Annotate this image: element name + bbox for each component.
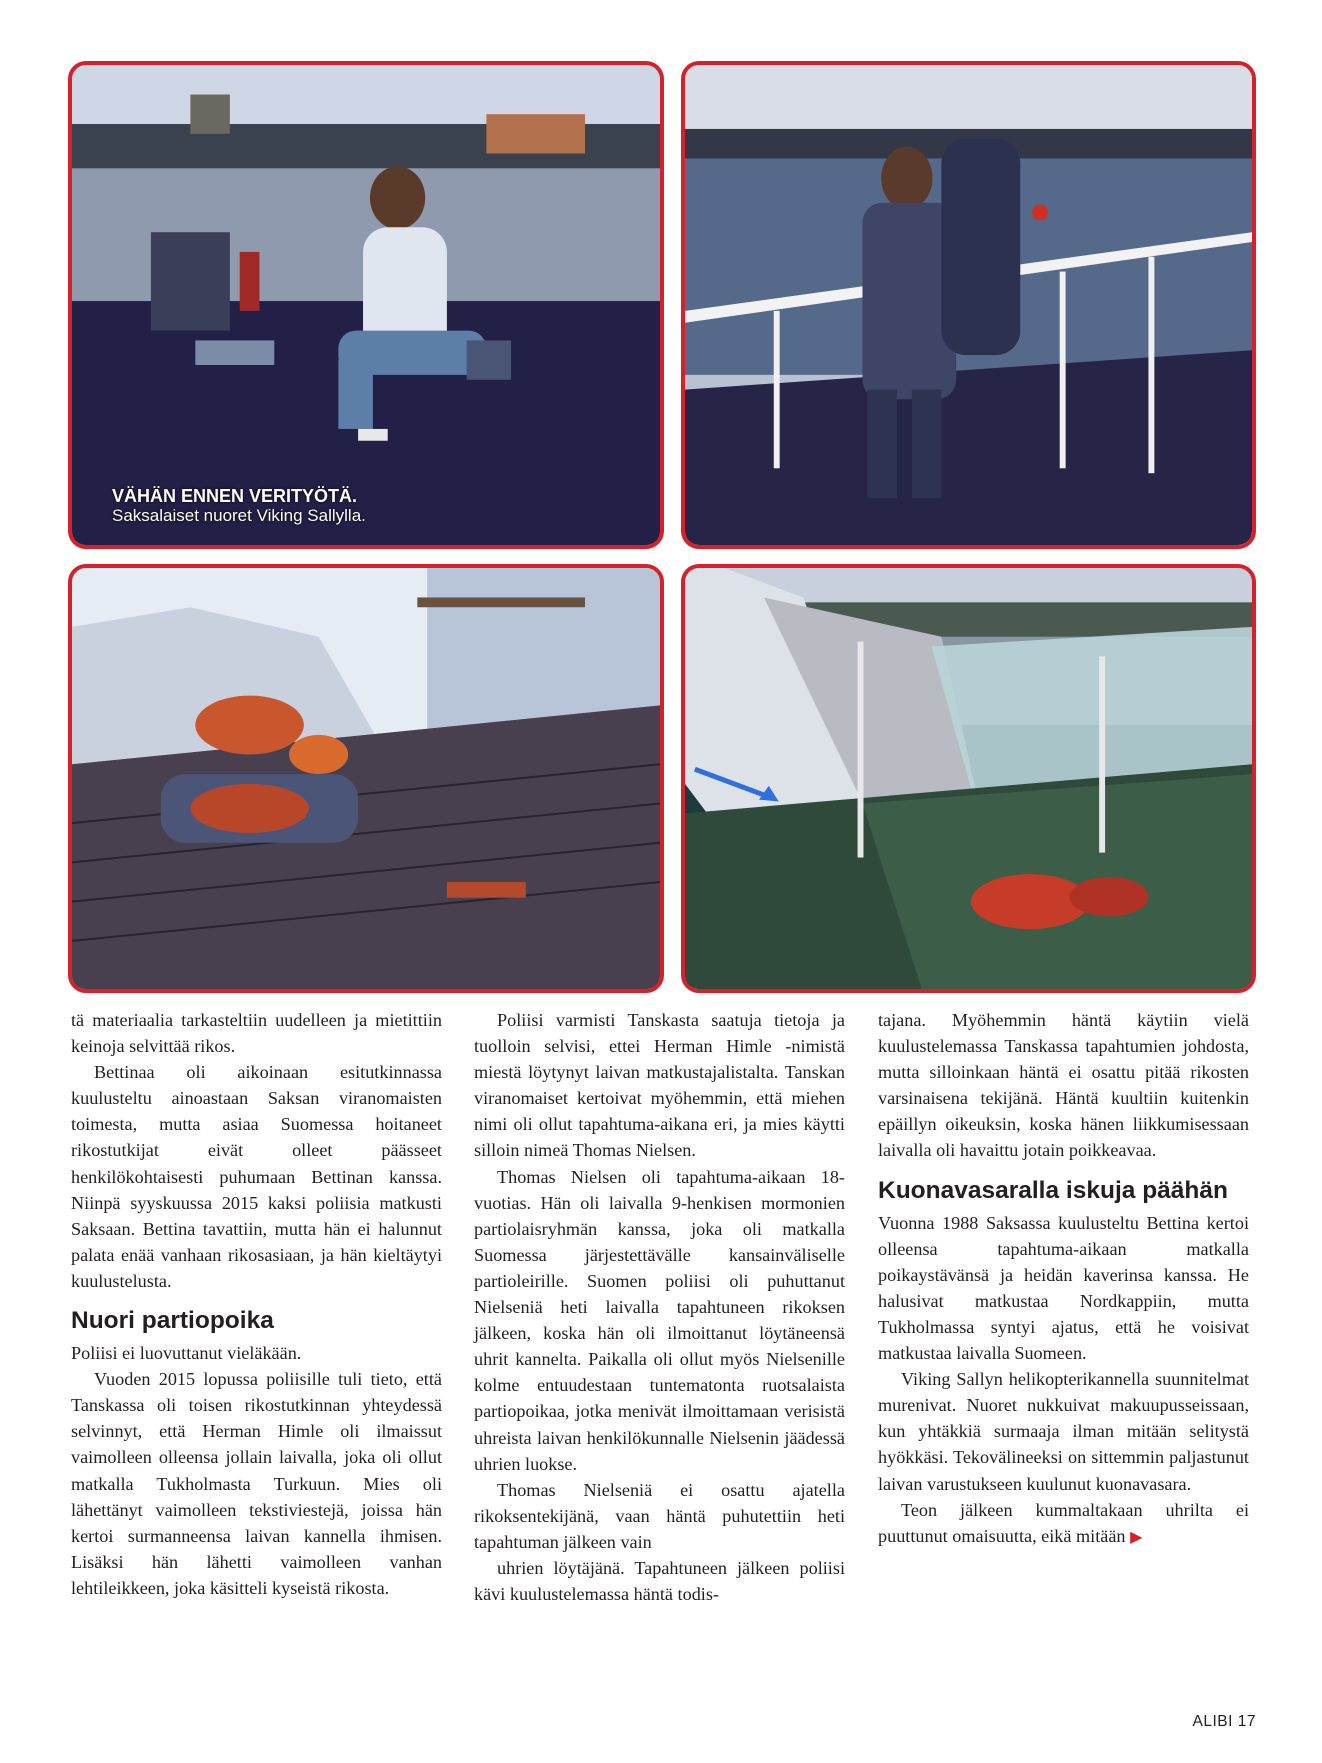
photo-caption-title: VÄHÄN ENNEN VERITYÖTÄ. [112,486,358,506]
paragraph-text: Teon jälkeen kummaltakaan uhrilta ei puuttunut omaisuutta, eikä mitään [878,1499,1249,1546]
photo-caption [112,487,366,525]
paragraph: Vuoden 2015 lopussa poliisille tuli tieto, että Tanskassa oli toisen rikostutkinnan yhteydessä selvinnyt, että Herman Himle oli ilmaissut vaimolleen olleensa jollain laivalla, joka oli ollut matkalla Tukholmasta Turkuun. Mies oli lähettänyt vaimolleen tekstiviestejä, joissa hän kertoi surmanneensa laivan kannella ihmisen. Lisäksi hän lähetti vaimolleen vanhan lehtileikkeen, joka käsitteli kyseistä rikosta. [71,1369,442,1598]
paragraph: Thomas Nielseniä ei osattu ajatella rikoksentekijänä, vaan häntä puhutettiin heti tapahtuman jälkeen vain [474,1479,845,1552]
photo-man-on-deck [68,61,664,549]
text-column-2 [474,1007,845,1607]
page-footer: ALIBI 17 [1192,1713,1256,1730]
paragraph: uhrien löytäjänä. Tapahtuneen jälkeen poliisi kävi kuulustelemassa häntä todis- [474,1557,845,1605]
continue-arrow-icon: ▶ [1130,1526,1143,1546]
text-column-1 [71,1007,442,1601]
photo-helicopter-deck [681,564,1256,993]
paragraph: Thomas Nielsen oli tapahtuma-aikaan 18-vuotias. Hän oli laivalla 9-henkisen mormonien partiolaisryhmän kanssa, joka oli matkalla Suomessa järjestettävälle kansainväliselle partioleirille. Suomen poliisi oli puhuttanut Nielseniä heti laivalla tapahtuneen rikoksen jälkeen, koska hän oli ilmoittanut löytäneensä uhrit kannelta. Paikalla oli ollut myös Nielsenille kolme entuudestaan tuntematonta ruotsalaista partiopoikaa, jotka menivät ilmoittamaan verisistä uhreista laivan henkilökunnalle Nielsenin jäädessä uhrien luokse. [474,1166,845,1474]
paragraph: Poliisi ei luovuttanut vieläkään. [71,1343,302,1364]
subheading: Nuori partiopoika [71,1307,274,1335]
paragraph: tajana. Myöhemmin häntä käytiin vielä kuulustelemassa Tanskassa tapahtumien johdosta, mutta silloinkaan häntä ei osattu pitää rikosten varsinaisena tekijänä. Häntä kuultiin kuitenkin epäillyn oikeuksin, koska hänen liikkumisessaan laivalla oli havaittu jotain poikkeavaa. [878,1010,1249,1161]
paragraph: Bettinaa oli aikoinaan esitutkinnassa kuulusteltu ainoastaan Saksan viranomaisten toimesta, mutta asiaa Suomessa hoitaneet rikostutkijat eivät olleet päässeet henkilökohtaisesti puhumaan Bettinan kanssa. Niinpä syyskuussa 2015 kaksi poliisia matkusti Saksaan. Bettina tavattiin, mutta hän ei halunnut palata enää vanhaan rikosasiaan, ja hän kieltäytyi kuulustelusta. [71,1062,442,1291]
photo-deck-bloodstain [68,564,664,993]
photo-helicopter-deck-image [685,568,1252,989]
photo-man-on-deck-image [72,65,660,545]
paragraph [878,1497,1249,1550]
paragraph: Poliisi varmisti Tanskasta saatuja tietoja ja tuolloin selvisi, ettei Herman Himle -nimistä miestä löytynyt laivan matkustajalistalta. Tanskan viranomaiset kertoivat myöhemmin, että miehen nimi oli ollut tapahtuma-aikana eri, ja mies käytti silloin nimeä Thomas Nielsen. [474,1010,845,1161]
photo-woman-with-backpack-image [685,65,1252,545]
photo-woman-with-backpack [681,61,1256,549]
text-column-3 [878,1007,1249,1550]
paragraph: tä materiaalia tarkasteltiin uudelleen ja mietittiin keinoja selvittää rikos. [71,1010,442,1057]
photo-caption-text: Saksalaiset nuoret Viking Sallylla. [112,506,366,525]
photo-deck-bloodstain-image [72,568,660,989]
subheading: Kuonavasaralla iskuja päähän [878,1176,1228,1204]
paragraph: Vuonna 1988 Saksassa kuulusteltu Bettina kertoi olleensa tapahtuma-aikaan matkalla poikaystävänsä ja heidän kaverinsa kanssa. He halusivat matkustaa Nordkappiin, mutta Tukholmassa syntyi ajatus, että he voisivat matkustaa laivalla Suomeen. [878,1212,1249,1364]
paragraph: Viking Sallyn helikopterikannella suunnitelmat murenivat. Nuoret nukkuivat makuupusseissaan, kun yhtäkkiä surmaaja ilman mitään selitystä hyökkäsi. Tekovälineeksi on sittemmin paljastunut laivan varustukseen kuulunut kuonavasara. [878,1369,1249,1494]
